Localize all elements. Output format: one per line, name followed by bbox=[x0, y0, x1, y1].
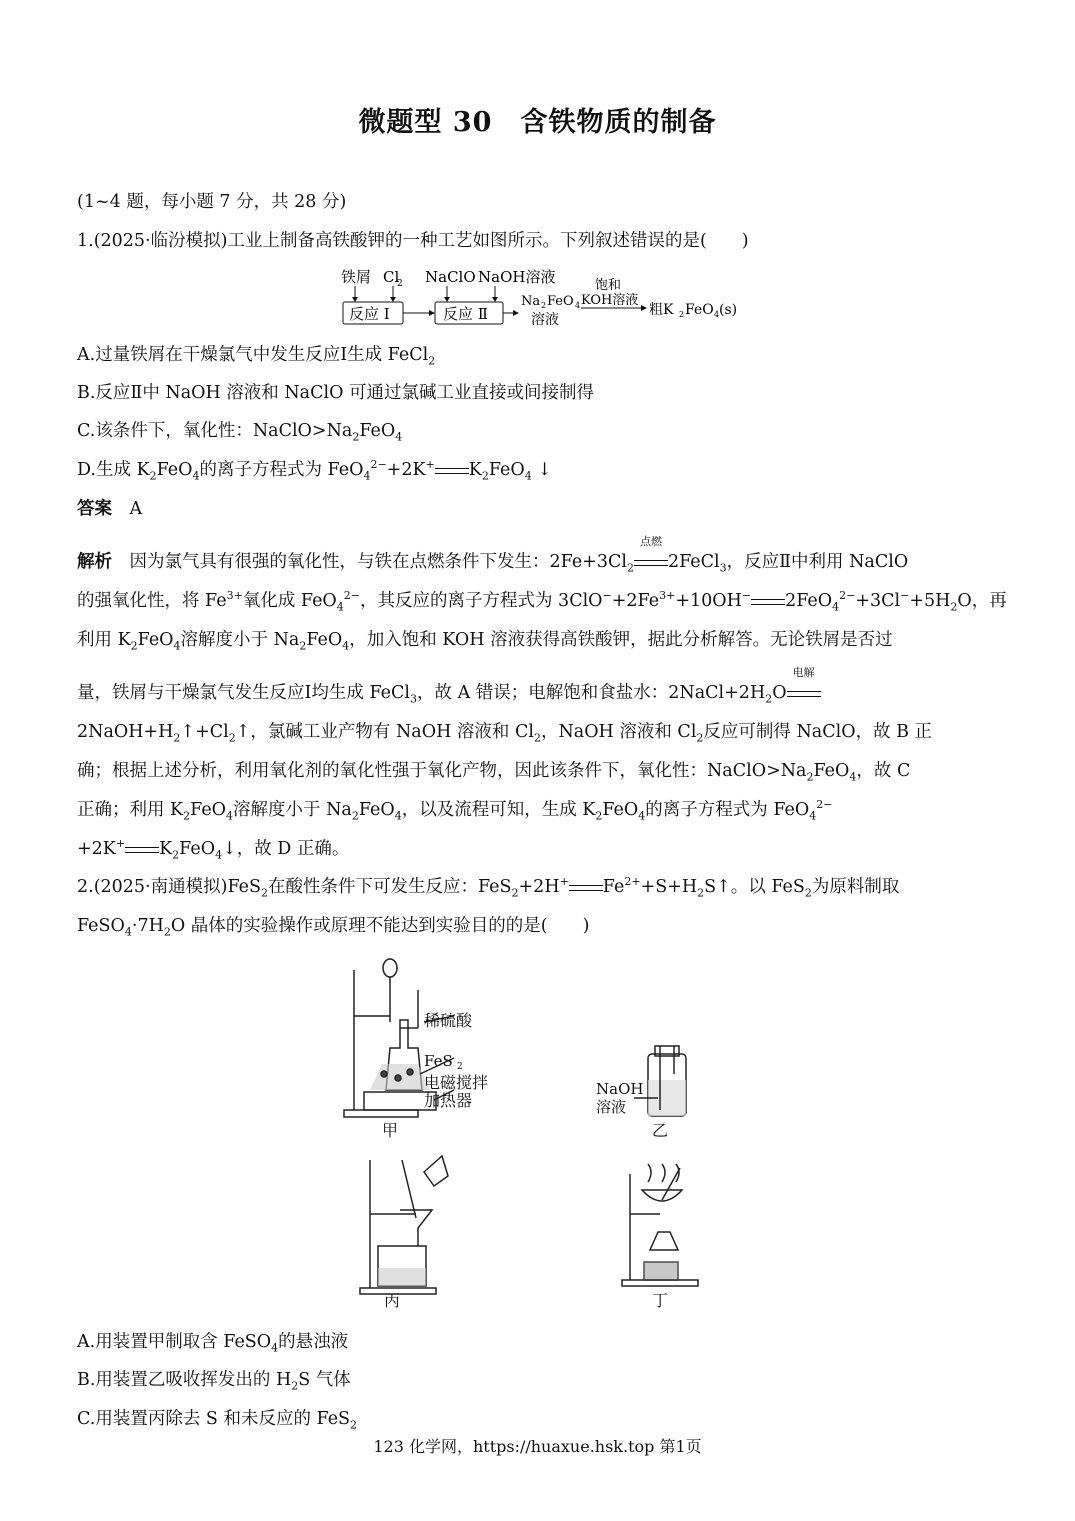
label-heater: 加热器 bbox=[424, 1091, 473, 1110]
svg-text:2: 2 bbox=[541, 301, 547, 310]
q1-analysis-line6: 确；根据上述分析，利用氧化剂的氧化性强于氧化产物，因此该条件下，氧化性：$NaClO>Na_2FeO_4$，故 C bbox=[77, 761, 911, 784]
caption-yi: 乙 bbox=[652, 1121, 669, 1140]
page-footer: 123 化学网，https://huaxue.hsk.top 第1页 bbox=[373, 1437, 702, 1456]
q2-stem-line2: $FeSO_4\cdot 7H_2O$ 晶体的实验操作或原理不能达到实验目的的是( ) bbox=[77, 916, 590, 939]
q2-option-c: C.用装置丙除去 S 和未反应的 FeS$_2$ bbox=[77, 1409, 358, 1432]
q1-option-c: C.该条件下，氧化性：$NaClO>Na_2FeO_4$ bbox=[77, 421, 403, 444]
q1-analysis-line4: 量，铁屑与干燥氯气发生反应Ⅰ均生成 FeCl$_3$，故 A 错误；电解饱和食盐水：$2NaCl+2H_2O$ 电解 bbox=[77, 681, 997, 705]
q1-analysis-line2: 的强氧化性，将 $Fe^{3+}$氧化成 FeO$_4^{2-}$，其反应的离子方程式为 $3ClO^-+2Fe^{3+}+10OH^-$ $2FeO_4^{2-}+3Cl^-+5H_2O$，再 bbox=[77, 589, 1007, 614]
flow-input-iron: 铁屑 bbox=[341, 268, 372, 286]
q1-analysis-line5: $2NaOH+H_2↑+Cl_2↑$，氯碱工业产物有 NaOH 溶液和 $Cl_2$，NaOH 溶液和 $Cl_2$反应可制得 NaClO，故 B 正 bbox=[77, 722, 933, 745]
flow-input-naclo: NaClO bbox=[425, 268, 476, 286]
caption-ding: 丁 bbox=[652, 1291, 669, 1310]
q1-flow-diagram bbox=[335, 262, 755, 332]
q1-stem: 1.(2025·临汾模拟)工业上制备高铁酸钾的一种工艺如图所示。下列叙述错误的是( ) bbox=[77, 231, 749, 251]
q2-option-a: A.用装置甲制取含 FeSO$_4$的悬浊液 bbox=[77, 1332, 349, 1355]
flow-condition-saturated: 饱和 bbox=[595, 278, 622, 293]
caption-bing: 丙 bbox=[384, 1291, 401, 1310]
svg-text:(s): (s) bbox=[719, 302, 738, 318]
scoring-note: (1~4 题，每小题 7 分，共 28 分) bbox=[77, 192, 347, 212]
flow-input-naoh: NaOH溶液 bbox=[478, 268, 556, 286]
flow-box-reaction1: 反应 Ⅰ bbox=[349, 305, 390, 323]
q1-analysis-line3: 利用 $K_2FeO_4$溶解度小于 $Na_2FeO_4$，加入饱和 KOH 溶液获得高铁酸钾，据此分析解答。无论铁屑是否过 bbox=[77, 630, 893, 653]
q1-analysis-line8: +2K+ $K_2FeO_4↓$，故 D 正确。 bbox=[77, 837, 350, 862]
label-fes2: FeS bbox=[424, 1052, 453, 1070]
flow-condition-koh: KOH溶液 bbox=[581, 293, 639, 308]
svg-text:4: 4 bbox=[575, 301, 581, 310]
caption-jia: 甲 bbox=[382, 1121, 399, 1140]
flow-input-cl2: Cl bbox=[383, 268, 400, 286]
svg-text:FeO: FeO bbox=[685, 302, 714, 318]
q1-option-a: A.过量铁屑在干燥氯气中发生反应Ⅰ生成 FeCl$_2$ bbox=[77, 345, 436, 368]
label-naoh-solution: 溶液 bbox=[596, 1098, 627, 1116]
page-title: 微题型 30 含铁物质的制备 bbox=[358, 107, 717, 138]
q1-analysis-line1: 解析 因为氯气具有很强的氧化性，与铁在点燃条件下发生：$2Fe+3Cl_2$ 点燃 2FeCl$_3$，反应Ⅱ中利用 NaClO bbox=[77, 535, 909, 575]
label-dilute-h2so4: 稀硫酸 bbox=[424, 1011, 473, 1030]
q2-option-b: B.用装置乙吸收挥发出的 $H_2S$ 气体 bbox=[77, 1370, 351, 1393]
apparatus-ding bbox=[622, 1164, 698, 1286]
flow-intermediate: Na bbox=[521, 294, 541, 309]
q1-answer: 答案 A bbox=[77, 499, 143, 519]
q2-stem-line1: 2.(2025·南通模拟)FeS$_2$在酸性条件下可发生反应：FeS$_2$+2H+ $Fe^{2+}+S+H_2S↑$。以 FeS$_2$为原料制取 bbox=[77, 875, 900, 900]
q2-apparatus-figure bbox=[330, 950, 730, 1320]
flow-product: 粗K bbox=[649, 302, 674, 318]
svg-text:4: 4 bbox=[714, 310, 720, 319]
q1-option-d: D.生成 $K_2FeO_4$的离子方程式为 FeO$_4^{2-}$+2K+ $K_2FeO_4$ ↓ bbox=[77, 458, 552, 483]
q1-option-b: B.反应Ⅱ中 NaOH 溶液和 NaClO 可通过氯碱工业直接或间接制得 bbox=[77, 383, 595, 403]
flow-box-reaction2: 反应 Ⅱ bbox=[443, 305, 488, 323]
apparatus-bing bbox=[360, 1156, 448, 1294]
label-naoh: NaOH bbox=[596, 1080, 644, 1098]
svg-text:2: 2 bbox=[397, 279, 403, 289]
q1-analysis-line7: 正确；利用 $K_2FeO_4$溶解度小于 $Na_2FeO_4$，以及流程可知，生成 $K_2FeO_4$的离子方程式为 FeO$_4^{2-}$ bbox=[77, 798, 833, 823]
svg-text:2: 2 bbox=[679, 310, 685, 319]
flow-intermediate-solution: 溶液 bbox=[531, 312, 559, 328]
svg-text:2: 2 bbox=[457, 1062, 463, 1072]
svg-text:FeO: FeO bbox=[547, 294, 574, 309]
label-stirrer: 电磁搅拌 bbox=[424, 1073, 489, 1092]
